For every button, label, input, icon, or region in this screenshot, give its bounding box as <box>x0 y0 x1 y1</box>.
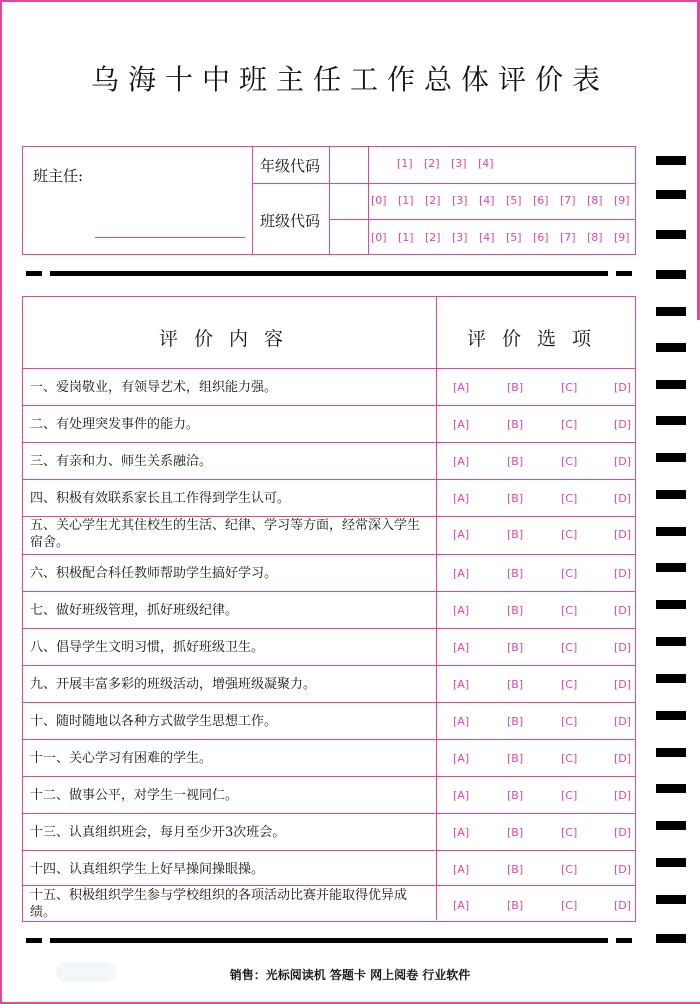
timing-mark <box>656 858 686 867</box>
choice-option[interactable]: [D] <box>614 604 632 617</box>
choice-option[interactable]: [B] <box>507 826 524 839</box>
choice-option[interactable]: [A] <box>453 528 470 541</box>
divider <box>23 368 635 369</box>
class-code-digit-2[interactable]: [3] <box>452 231 468 244</box>
divider <box>329 219 635 220</box>
separator-bar <box>616 271 632 276</box>
choice-option[interactable]: [A] <box>453 863 470 876</box>
timing-mark <box>656 380 686 389</box>
separator-bar <box>50 271 608 276</box>
class-code-digit-1[interactable]: [4] <box>479 194 495 207</box>
choice-option[interactable]: [A] <box>453 641 470 654</box>
teacher-label: 班主任: <box>33 167 84 185</box>
choice-option[interactable]: [B] <box>507 418 524 431</box>
evaluation-item: 六、积极配合科任教师帮助学生搞好学习。 <box>30 566 278 581</box>
choice-option[interactable]: [B] <box>507 641 524 654</box>
choice-option[interactable]: [B] <box>507 899 524 912</box>
choice-option[interactable]: [B] <box>507 789 524 802</box>
class-code-digit-2[interactable]: [9] <box>614 231 630 244</box>
divider <box>23 739 635 740</box>
class-code-digit-2[interactable]: [5] <box>506 231 522 244</box>
class-code-digit-1[interactable]: [9] <box>614 194 630 207</box>
evaluation-item: 四、积极有效联系家长且工作得到学生认可。 <box>30 491 291 506</box>
timing-mark <box>656 190 686 199</box>
class-code-digit-1[interactable]: [6] <box>533 194 549 207</box>
choice-option[interactable]: [D] <box>614 715 632 728</box>
choice-option[interactable]: [C] <box>561 715 578 728</box>
timing-mark <box>656 230 686 239</box>
choice-option[interactable]: [D] <box>614 418 632 431</box>
class-code-digit-2[interactable]: [0] <box>371 231 387 244</box>
class-code-digit-1[interactable]: [7] <box>560 194 576 207</box>
divider <box>252 147 253 254</box>
evaluation-item: 八、倡导学生文明习惯，抓好班级卫生。 <box>30 640 265 655</box>
choice-option[interactable]: [D] <box>614 678 632 691</box>
choice-option[interactable]: [C] <box>561 381 578 394</box>
choice-option[interactable]: [D] <box>614 752 632 765</box>
choice-option[interactable]: [C] <box>561 899 578 912</box>
class-code-digit-2[interactable]: [6] <box>533 231 549 244</box>
content-column-header: 评价内容 <box>159 328 300 350</box>
evaluation-item: 十一、关心学习有困难的学生。 <box>30 751 213 766</box>
separator-bar <box>26 938 42 943</box>
divider <box>23 628 635 629</box>
timing-mark <box>656 307 686 316</box>
divider <box>436 297 437 920</box>
timing-mark <box>656 934 686 943</box>
choice-option[interactable]: [D] <box>614 492 632 505</box>
timing-mark <box>656 895 686 904</box>
class-code-label: 班级代码 <box>260 212 321 230</box>
evaluation-item: 一、爱岗敬业，有领导艺术，组织能力强。 <box>30 380 278 395</box>
choice-option[interactable]: [C] <box>561 455 578 468</box>
page-border-top <box>0 0 700 2</box>
choice-option[interactable]: [C] <box>561 752 578 765</box>
options-column-header: 评价选项 <box>467 328 608 350</box>
class-code-digit-1[interactable]: [2] <box>425 194 441 207</box>
divider <box>23 885 635 886</box>
divider <box>368 147 369 254</box>
choice-option[interactable]: [B] <box>507 528 524 541</box>
grade-code-label: 年级代码 <box>260 157 321 175</box>
choice-option[interactable]: [A] <box>453 567 470 580</box>
class-code-digit-2[interactable]: [2] <box>425 231 441 244</box>
page-border-left <box>0 0 2 1004</box>
evaluation-item: 十三、认真组织班会，每月至少开3次班会。 <box>30 825 286 840</box>
evaluation-item: 十二、做事公平，对学生一视同仁。 <box>30 788 239 803</box>
timing-mark <box>656 600 686 609</box>
evaluation-item: 十五、积极组织学生参与学校组织的各项活动比赛并能取得优异成绩。 <box>30 888 408 920</box>
choice-option[interactable]: [A] <box>453 492 470 505</box>
divider <box>23 665 635 666</box>
timing-mark <box>656 156 686 165</box>
class-code-digit-2[interactable]: [8] <box>587 231 603 244</box>
timing-mark <box>656 821 686 830</box>
timing-mark <box>656 748 686 757</box>
class-code-digit-1[interactable]: [5] <box>506 194 522 207</box>
footer-note: 销售：光标阅读机 答题卡 网上阅卷 行业软件 <box>229 968 471 982</box>
choice-option[interactable]: [C] <box>561 528 578 541</box>
choice-option[interactable]: [A] <box>453 678 470 691</box>
choice-option[interactable]: [D] <box>614 567 632 580</box>
choice-option[interactable]: [D] <box>614 455 632 468</box>
divider <box>23 591 635 592</box>
class-code-digit-2[interactable]: [7] <box>560 231 576 244</box>
choice-option[interactable]: [D] <box>614 789 632 802</box>
separator-bar <box>50 938 608 943</box>
choice-option[interactable]: [C] <box>561 604 578 617</box>
teacher-name-field[interactable] <box>95 237 245 238</box>
timing-mark <box>656 453 686 462</box>
separator-bar <box>616 938 632 943</box>
divider <box>23 405 635 406</box>
choice-option[interactable]: [C] <box>561 789 578 802</box>
divider <box>23 813 635 814</box>
evaluation-item: 九、开展丰富多彩的班级活动，增强班级凝聚力。 <box>30 677 317 692</box>
header-info-box <box>22 146 636 255</box>
choice-option[interactable]: [A] <box>453 752 470 765</box>
choice-option[interactable]: [C] <box>561 567 578 580</box>
choice-option[interactable]: [D] <box>614 528 632 541</box>
evaluation-item: 十四、认真组织学生上好早操间操眼操。 <box>30 862 265 877</box>
timing-mark <box>656 674 686 683</box>
evaluation-item: 十、随时随地以各种方式做学生思想工作。 <box>30 714 278 729</box>
timing-mark <box>656 711 686 720</box>
timing-mark <box>656 343 686 352</box>
evaluation-item: 七、做好班级管理，抓好班级纪律。 <box>30 603 239 618</box>
choice-option[interactable]: [B] <box>507 567 524 580</box>
timing-mark <box>656 784 686 793</box>
grade-option[interactable]: [4] <box>478 157 494 170</box>
choice-option[interactable]: [B] <box>507 381 524 394</box>
choice-option[interactable]: [B] <box>507 715 524 728</box>
choice-option[interactable]: [C] <box>561 492 578 505</box>
choice-option[interactable]: [C] <box>561 826 578 839</box>
choice-option[interactable]: [C] <box>561 641 578 654</box>
choice-option[interactable]: [B] <box>507 492 524 505</box>
choice-option[interactable]: [A] <box>453 455 470 468</box>
timing-mark <box>656 527 686 536</box>
timing-mark <box>656 563 686 572</box>
evaluation-item: 五、关心学生尤其住校生的生活、纪律、学习等方面，经常深入学生宿舍。 <box>30 518 421 550</box>
class-code-digit-1[interactable]: [3] <box>452 194 468 207</box>
divider <box>23 850 635 851</box>
grade-option[interactable]: [2] <box>424 157 440 170</box>
choice-option[interactable]: [C] <box>561 678 578 691</box>
choice-option[interactable]: [B] <box>507 863 524 876</box>
divider <box>23 479 635 480</box>
choice-option[interactable]: [D] <box>614 826 632 839</box>
choice-option[interactable]: [A] <box>453 789 470 802</box>
timing-mark <box>656 416 686 425</box>
choice-option[interactable]: [A] <box>453 604 470 617</box>
choice-option[interactable]: [D] <box>614 641 632 654</box>
choice-option[interactable]: [B] <box>507 678 524 691</box>
class-code-digit-2[interactable]: [4] <box>479 231 495 244</box>
timing-mark <box>656 490 686 499</box>
divider <box>23 554 635 555</box>
choice-option[interactable]: [A] <box>453 381 470 394</box>
choice-option[interactable]: [A] <box>453 899 470 912</box>
divider <box>252 183 635 184</box>
class-code-digit-2[interactable]: [1] <box>398 231 414 244</box>
divider <box>329 147 330 254</box>
evaluation-item: 三、有亲和力、师生关系融洽。 <box>30 454 213 469</box>
choice-option[interactable]: [C] <box>561 863 578 876</box>
choice-option[interactable]: [A] <box>453 715 470 728</box>
choice-option[interactable]: [A] <box>453 826 470 839</box>
timing-mark <box>656 270 686 279</box>
class-code-digit-1[interactable]: [8] <box>587 194 603 207</box>
separator-bar <box>26 271 42 276</box>
choice-option[interactable]: [D] <box>614 863 632 876</box>
timing-mark <box>656 637 686 646</box>
choice-option[interactable]: [A] <box>453 418 470 431</box>
choice-option[interactable]: [B] <box>507 752 524 765</box>
choice-option[interactable]: [D] <box>614 381 632 394</box>
choice-option[interactable]: [D] <box>614 899 632 912</box>
class-code-digit-1[interactable]: [0] <box>371 194 387 207</box>
divider <box>23 442 635 443</box>
choice-option[interactable]: [B] <box>507 455 524 468</box>
grade-option[interactable]: [1] <box>397 157 413 170</box>
evaluation-item: 二、有处理突发事件的能力。 <box>30 417 200 432</box>
divider <box>23 776 635 777</box>
class-code-digit-1[interactable]: [1] <box>398 194 414 207</box>
page-title: 乌海十中班主任工作总体评价表 <box>90 63 609 96</box>
choice-option[interactable]: [B] <box>507 604 524 617</box>
choice-option[interactable]: [C] <box>561 418 578 431</box>
divider <box>23 702 635 703</box>
grade-option[interactable]: [3] <box>451 157 467 170</box>
